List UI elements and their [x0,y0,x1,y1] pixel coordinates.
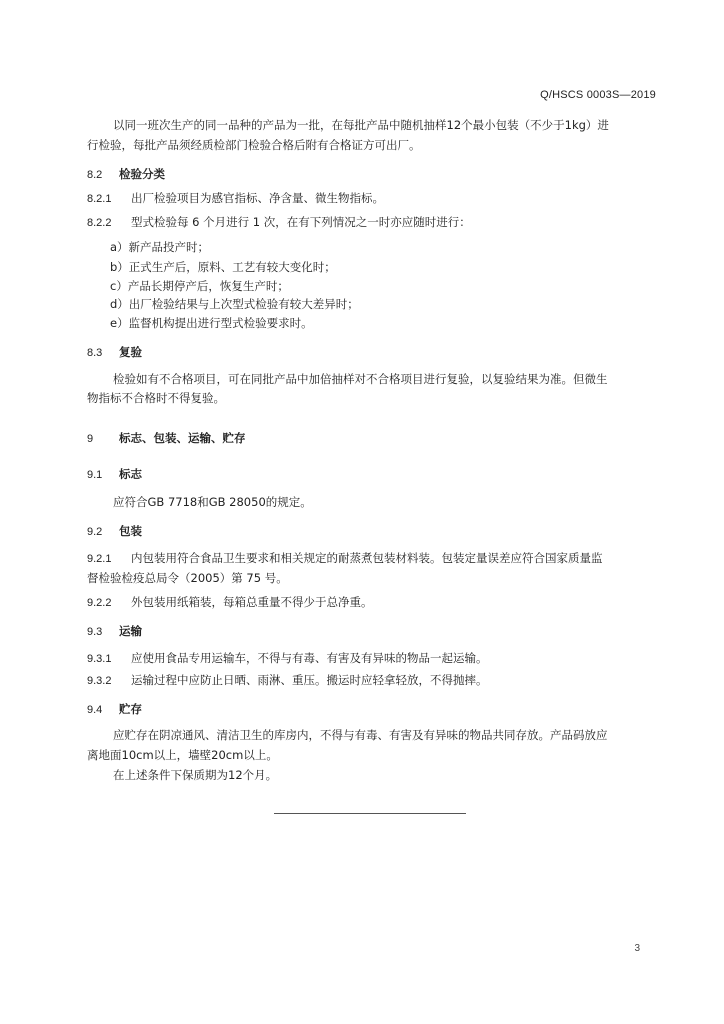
section-9-4-line-3: 在上述条件下保质期为12个月。 [113,768,278,782]
clause-9-2-1 [87,550,659,567]
clause-9-3-1 [87,650,659,667]
section-number: 9.3 [87,626,103,638]
section-9-4-line-1: 应贮存在阴凉通风、清洁卫生的库房内，不得与有毒、有害及有异味的物品共同存放。产品码放应 [113,728,608,742]
section-9-1-text: 应符合GB 7718和GB 28050的规定。 [113,495,312,509]
section-number: 9.1 [87,469,103,481]
list-item: c）产品长期停产后，恢复生产时； [110,279,289,293]
section-8-3-line-1: 检验如有不合格项目，可在同批产品中加倍抽样对不合格项目进行复验，以复验结果为准。但微生 [113,372,608,386]
clause-text: 外包装用纸箱装，每箱总重量不得少于总净重。 [131,595,373,609]
section-9-2-heading [87,523,659,540]
clause-9-3-2 [87,672,659,689]
section-9-1-heading [87,466,659,483]
section-9-3-heading [87,623,659,640]
section-title: 包装 [119,524,142,538]
list-item: a）新产品投产时； [110,240,210,254]
standard-code: Q/HSCS 0003S—2019 [540,89,656,101]
intro-line-2: 行检验，每批产品须经质检部门检验合格后附有合格证方可出厂。 [87,138,421,152]
section-8-3-heading [87,344,659,361]
list-item: d）出厂检验结果与上次型式检验有较大差异时； [110,297,359,311]
clause-text: 出厂检验项目为感官指标、净含量、微生物指标。 [131,191,384,205]
clause-text: 应使用食品专用运输车，不得与有毒、有害及有异味的物品一起运输。 [131,651,488,665]
chapter-number: 9 [87,433,94,445]
chapter-title: 标志、包装、运输、贮存 [119,431,246,445]
section-title: 运输 [119,624,142,638]
section-9-4-heading [87,701,659,718]
intro-line-1: 以同一班次生产的同一品种的产品为一批，在每批产品中随机抽样12个最小包装（不少于1kg）进 [113,118,609,132]
section-title: 复验 [119,345,142,359]
clause-number: 8.2.1 [87,193,112,205]
end-rule [274,813,466,814]
list-item: e）监督机构提出进行型式检验要求时。 [110,316,313,330]
clause-text: 型式检验每 6 个月进行 1 次，在有下列情况之一时亦应随时进行： [131,215,471,229]
section-9-4-line-2: 离地面10cm以上，墙壁20cm以上。 [87,748,278,762]
section-8-2-heading [87,166,659,183]
list-item: b）正式生产后，原料、工艺有较大变化时； [110,260,336,274]
clause-9-2-2 [87,594,659,611]
clause-9-2-1-line-2: 督检验检疫总局令（2005）第 75 号。 [87,571,288,585]
section-title: 检验分类 [119,167,165,181]
clause-number: 9.2.1 [87,553,112,565]
section-number: 8.2 [87,169,103,181]
clause-8-2-2 [87,214,659,231]
section-number: 8.3 [87,347,103,359]
clause-8-2-1 [87,190,659,207]
clause-number: 9.2.2 [87,597,112,609]
section-title: 标志 [119,467,142,481]
section-8-3-line-2: 物指标不合格时不得复验。 [87,391,225,405]
section-number: 9.2 [87,526,103,538]
clause-number: 8.2.2 [87,217,112,229]
clause-number: 9.3.1 [87,653,112,665]
page-number: 3 [634,943,640,954]
clause-number: 9.3.2 [87,675,112,687]
section-title: 贮存 [119,702,142,716]
chapter-9-heading [87,430,659,447]
clause-text: 运输过程中应防止日晒、雨淋、重压。搬运时应轻拿轻放，不得抛摔。 [131,673,488,687]
clause-text: 内包装用符合食品卫生要求和相关规定的耐蒸煮包装材料装。包装定量误差应符合国家质量监 [131,551,603,565]
section-number: 9.4 [87,704,103,716]
